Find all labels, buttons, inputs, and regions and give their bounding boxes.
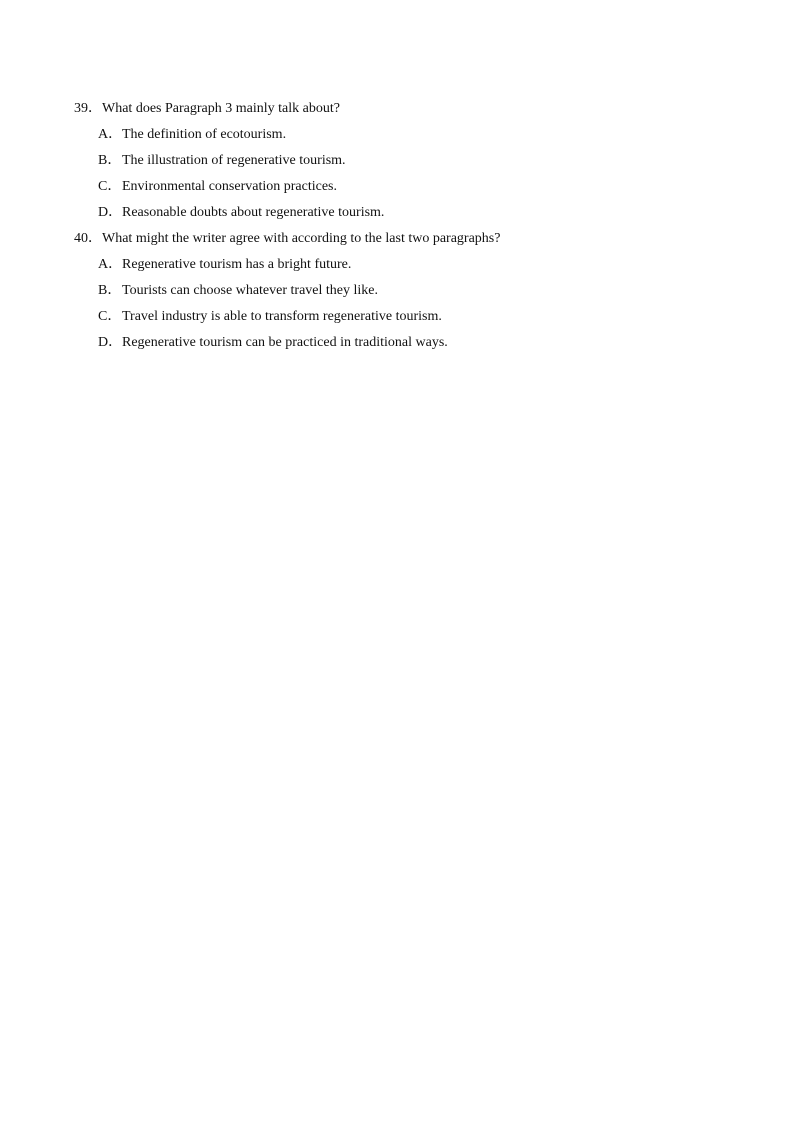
question-text: What might the writer agree with according to the last two paragraphs? — [102, 231, 501, 246]
question-39-option-c — [98, 175, 337, 195]
question-number: 40． — [74, 231, 102, 246]
question-39-option-a — [98, 123, 286, 143]
question-39-option-d — [98, 201, 384, 221]
question-39 — [74, 97, 340, 117]
option-text: Regenerative tourism can be practiced in traditional ways. — [122, 335, 448, 350]
option-text: Reasonable doubts about regenerative tourism. — [122, 205, 385, 220]
option-text: The definition of ecotourism. — [122, 127, 287, 142]
option-text: Regenerative tourism has a bright future. — [122, 257, 352, 272]
option-letter: B． — [98, 283, 122, 298]
option-letter: C． — [98, 179, 122, 194]
question-40-option-d — [98, 331, 448, 351]
option-letter: C． — [98, 309, 122, 324]
option-letter: D． — [98, 335, 123, 350]
question-39-option-b — [98, 149, 346, 169]
question-text: What does Paragraph 3 mainly talk about? — [102, 101, 340, 116]
question-40-option-c — [98, 305, 442, 325]
question-40-option-a — [98, 253, 351, 273]
question-40 — [74, 227, 500, 247]
question-40-option-b — [98, 279, 378, 299]
option-text: Environmental conservation practices. — [122, 179, 337, 194]
option-text: Travel industry is able to transform regenerative tourism. — [122, 309, 442, 324]
option-letter: A． — [98, 127, 123, 142]
option-letter: B． — [98, 153, 122, 168]
question-number: 39． — [74, 101, 102, 116]
option-text: Tourists can choose whatever travel they like. — [122, 283, 378, 298]
option-letter: D． — [98, 205, 123, 220]
option-letter: A． — [98, 257, 123, 272]
option-text: The illustration of regenerative tourism. — [122, 153, 346, 168]
